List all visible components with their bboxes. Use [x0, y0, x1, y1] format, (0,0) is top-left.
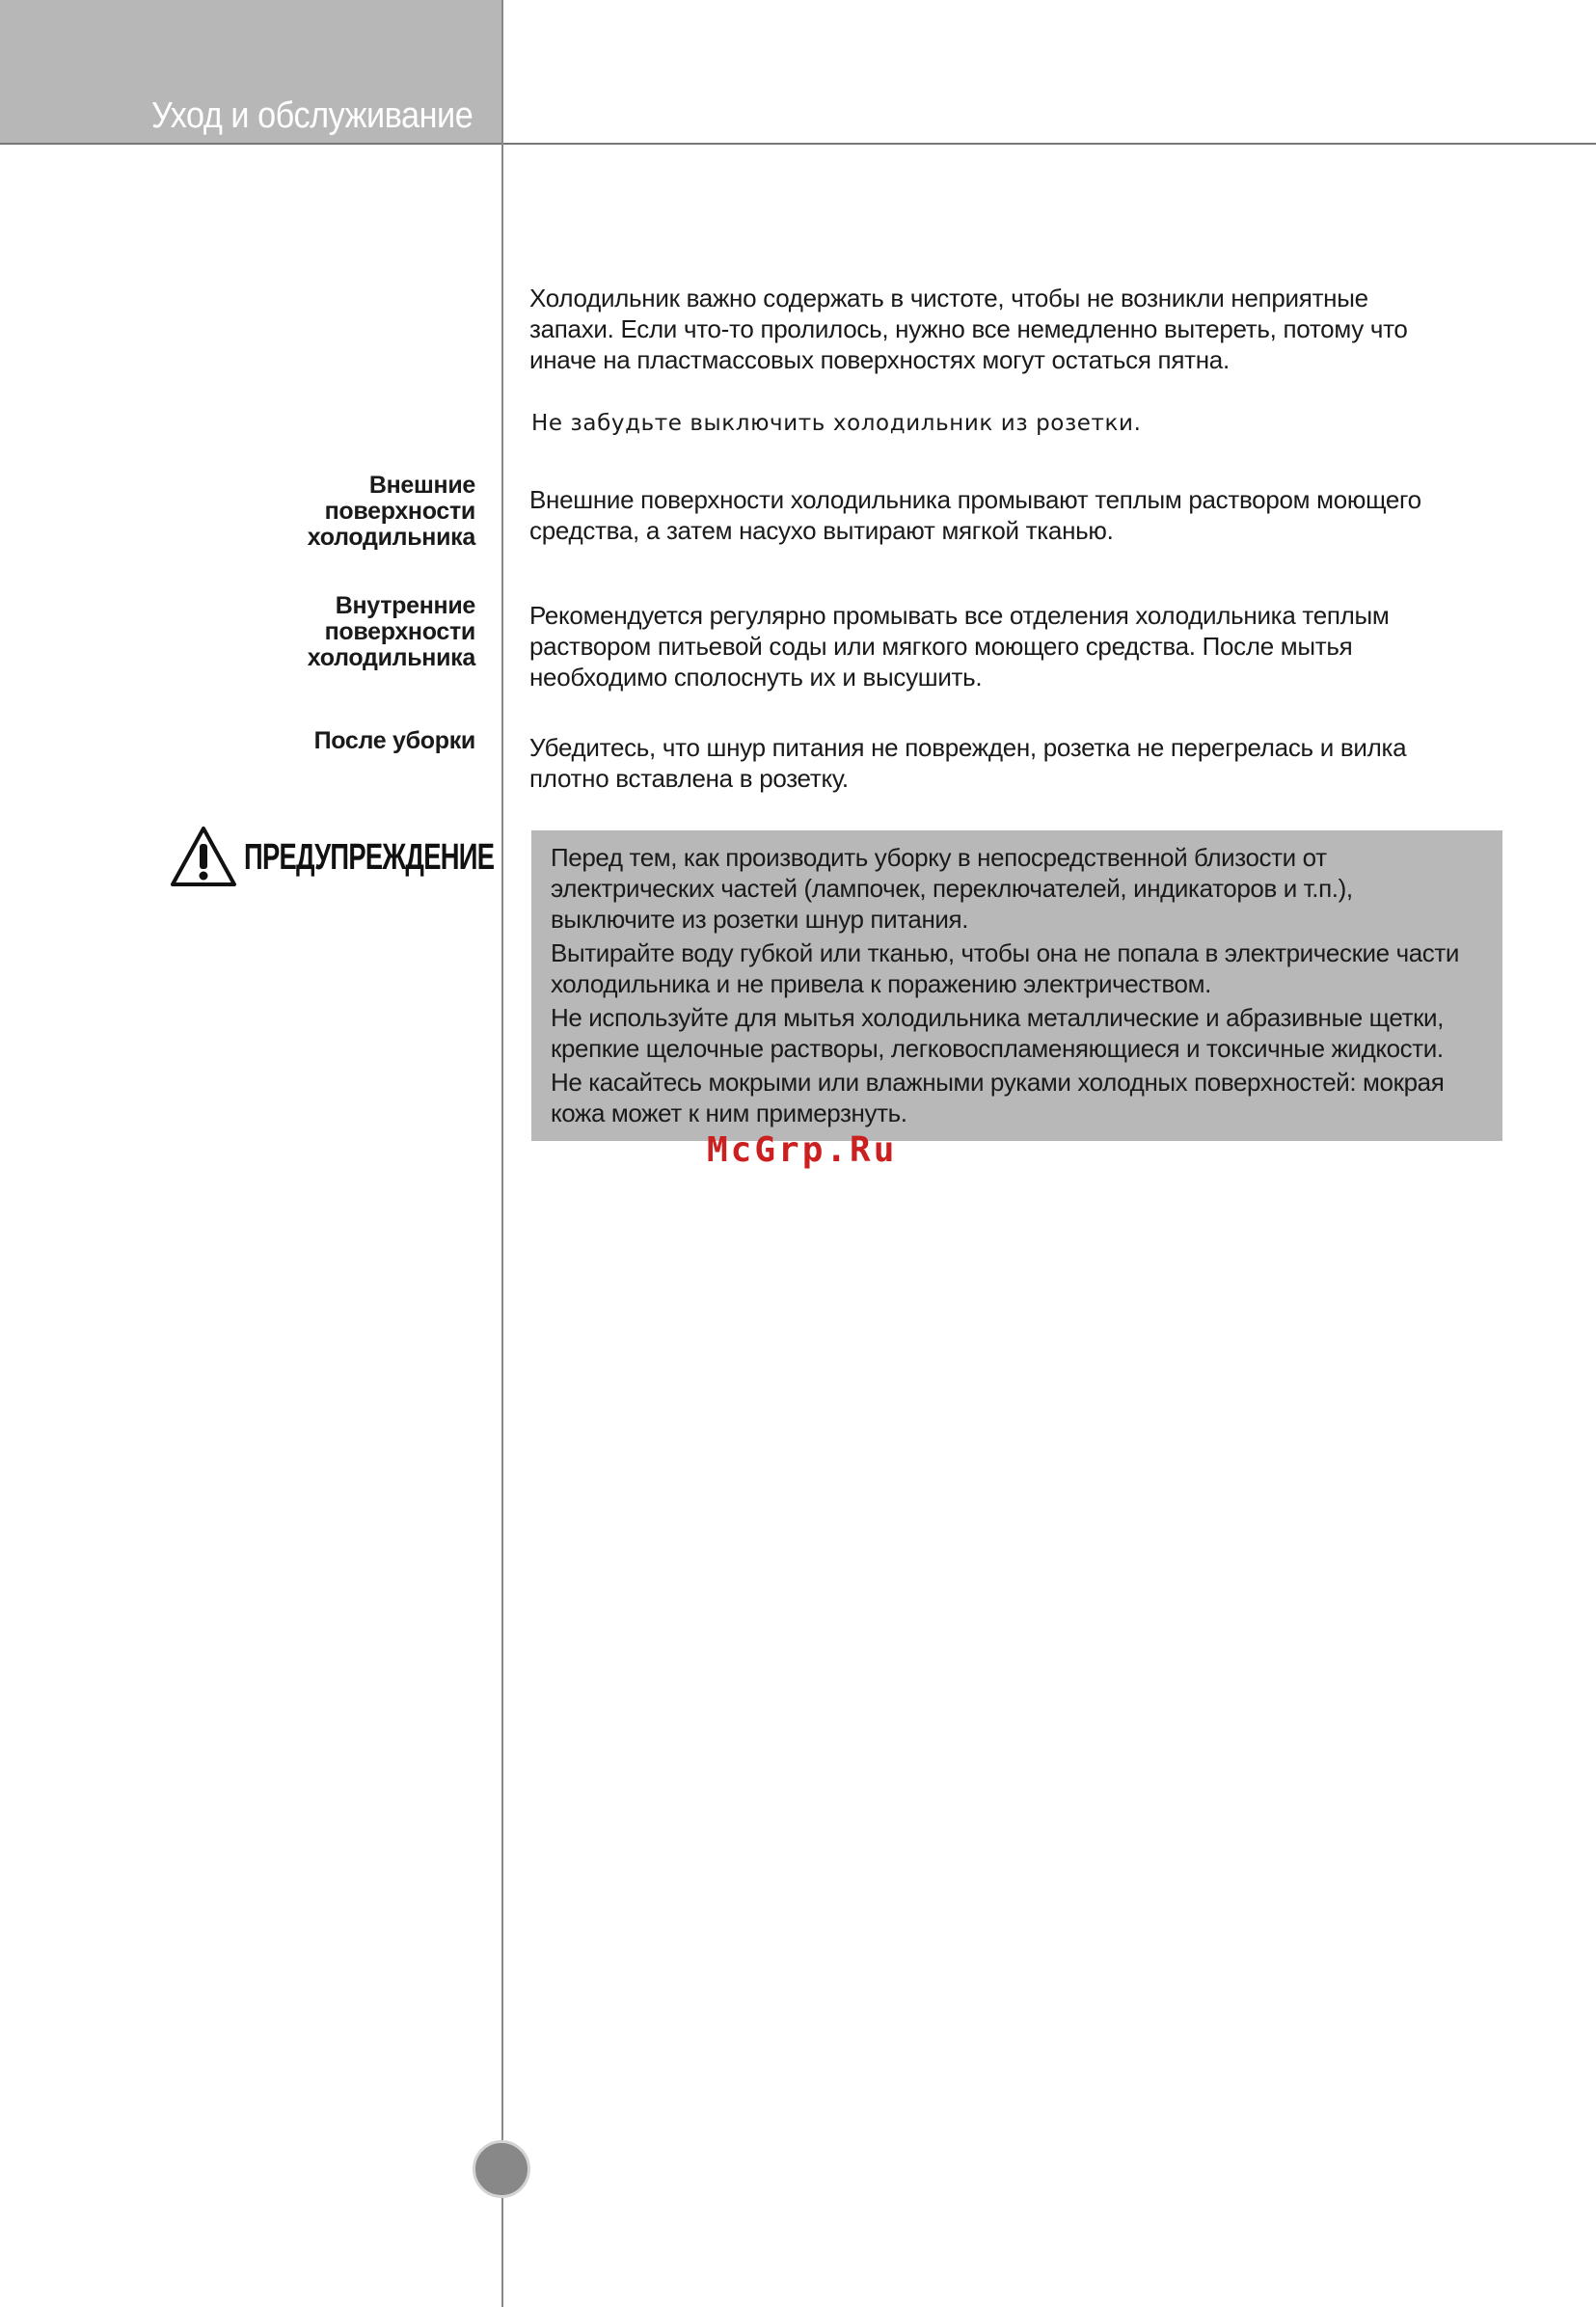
warning-paragraph: Не используйте для мытья холодильника металлические и абразивные щетки, крепкие щелочные растворы, легковоспламеняющиеся и токсичные жидкости. [551, 1003, 1444, 1063]
warning-heading [169, 825, 495, 888]
column-divider [501, 0, 503, 2307]
intro-line: иначе на пластмассовых поверхностях могут остаться пятна. [529, 345, 1230, 374]
warning-triangle-icon [169, 825, 238, 888]
section-text-interior: Рекомендуется регулярно промывать все отделения холодильника теплым раствором питьевой соды или мягкого моющего средства. После мытья необходимо сполоснуть их и высушить. [529, 601, 1390, 692]
intro-paragraph [529, 283, 1494, 375]
section-text-after-cleaning: Убедитесь, что шнур питания не поврежден, розетка не перегрелась и вилка плотно вставлена в розетку. [529, 733, 1407, 793]
intro-line: запахи. Если что-то пролилось, нужно все немедленно вытереть, потому что [529, 314, 1408, 343]
warning-paragraph: Вытирайте воду губкой или тканью, чтобы она не попала в электрические части холодильника и не привела к поражению электричеством. [551, 938, 1460, 998]
page-title: Уход и обслуживание [150, 95, 473, 136]
header-rule [0, 143, 1596, 145]
page-number-dot [473, 2140, 530, 2198]
warning-paragraph: Не касайтесь мокрыми или влажными руками холодных поверхностей: мокрая кожа может к ним примерзнуть. [551, 1068, 1445, 1127]
warning-paragraph: Перед тем, как производить уборку в непосредственной близости от электрических частей (лампочек, переключателей, индикаторов и т.п.), выключите из розетки шнур питания. [551, 843, 1353, 934]
header-band [0, 0, 501, 143]
warning-box [531, 830, 1502, 1141]
intro-line: Холодильник важно содержать в чистоте, чтобы не возникли неприятные [529, 284, 1368, 312]
warning-label: ПРЕДУПРЕЖДЕНИЕ [244, 837, 495, 878]
watermark: McGrp.Ru [707, 1130, 898, 1170]
section-label-interior: Внутренние поверхности холодильника [307, 592, 475, 671]
section-text-exterior: Внешние поверхности холодильника промывают теплым раствором моющего средства, а затем насухо вытирают мягкой тканью. [529, 485, 1421, 545]
section-label-after-cleaning: После уборки [313, 727, 475, 754]
section-label-exterior: Внешние поверхности холодильника [307, 472, 475, 551]
unplug-note: Не забудьте выключить холодильник из розетки. [531, 411, 1142, 436]
